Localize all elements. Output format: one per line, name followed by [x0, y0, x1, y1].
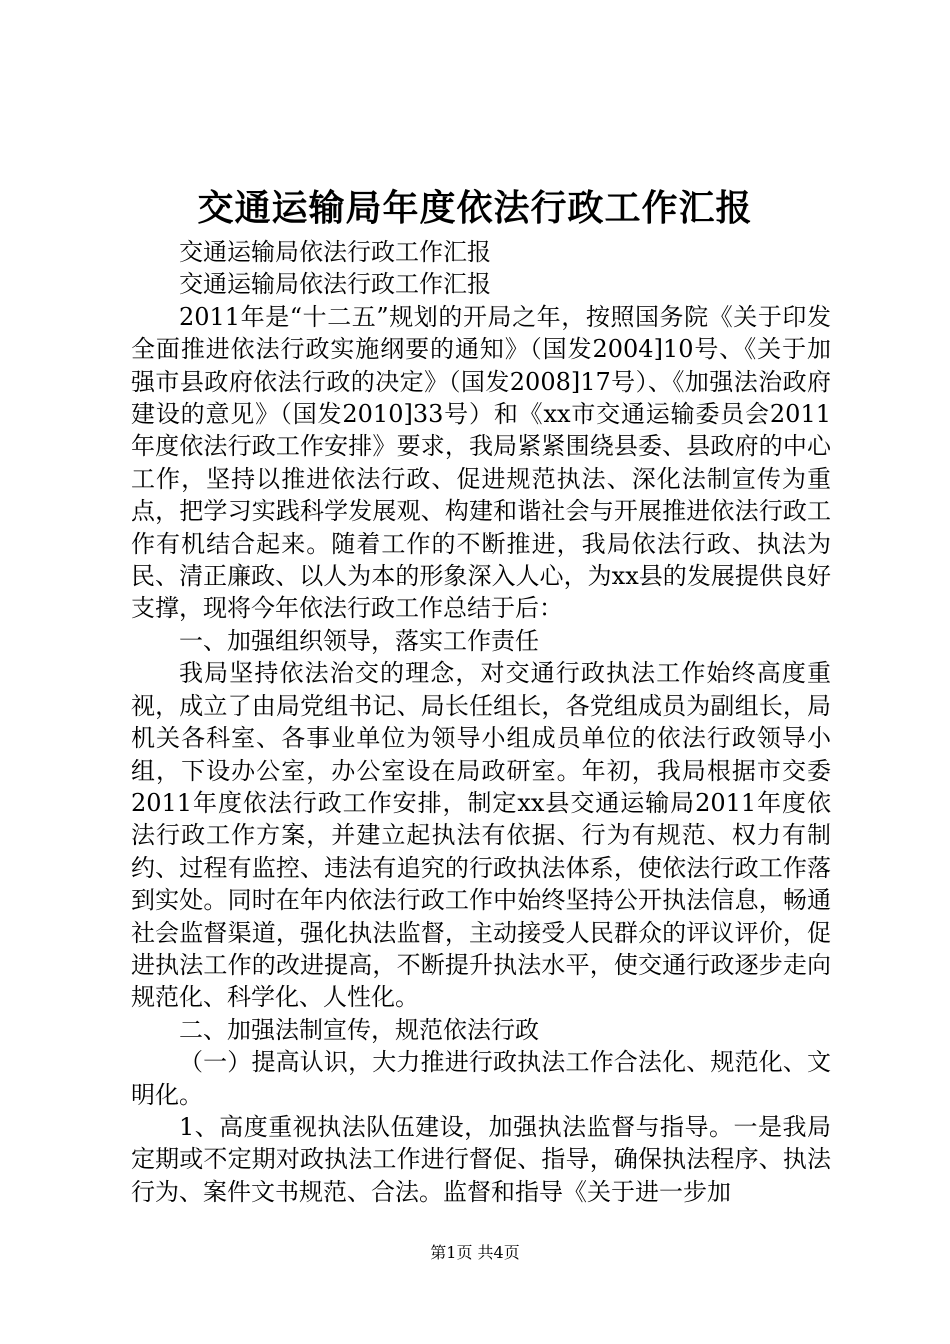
subtitle-paragraph: 交通运输局依法行政工作汇报 [179, 270, 491, 299]
intro-paragraph: 2011年是“十二五”规划的开局之年，按照国务院《关于印发全面推进依法行政实施纲要的通知》（国发2004]10号、《关于加强市县政府依法行政的决定》（国发2008]17号）、《加强法治政府建设的意见》（国发2010]33号）和《xx市交通运输委员会2011年度依法行政工作安排》要求，我局紧紧围绕县委、县政府的中心工作，坚持以推进依法行政、促进规范执法、深化法制宣传为重点，把学习实践科学发展观、构建和谐社会与开展推进依法行政工作有机结合起来。随着工作的不断推进，我局依法行政、执法为民、清正廉政、以人为本的形象深入人心，为xx县的发展提供良好支撑，现将今年依法行政工作总结于后： [131, 302, 831, 623]
body-paragraph: 1、高度重视执法队伍建设，加强执法监督与指导。一是我局定期或不定期对政执法工作进行督促、指导，确保执法程序、执法行为、案件文书规范、合法。监督和指导《关于进一步加 [131, 1112, 831, 1206]
document-body [131, 236, 831, 1208]
section-heading: 二、加强法制宣传，规范依法行政 [179, 1015, 539, 1044]
document-title: 交通运输局年度依法行政工作汇报 [197, 187, 753, 229]
subsection-heading: （一）提高认识，大力推进行政执法工作合法化、规范化、文明化。 [131, 1048, 831, 1109]
page-footer: 第1页 共4页 [430, 1243, 520, 1262]
subtitle-paragraph: 交通运输局依法行政工作汇报 [179, 238, 491, 266]
body-paragraph: 我局坚持依法治交的理念，对交通行政执法工作始终高度重视，成立了由局党组书记、局长任组长，各党组成员为副组长，局机关各科室、各事业单位为领导小组成员单位的依法行政领导小组，下设办公室，办公室设在局政研室。年初，我局根据市交委2011年度依法行政工作安排，制定xx县交通运输局2011年度依法行政工作方案，并建立起执法有依据、行为有规范、权力有制约、过程有监控、违法有追究的行政执法体系，使依法行政工作落到实处。同时在年内依法行政工作中始终坚持公开执法信息，畅通社会监督渠道，强化执法监督，主动接受人民群众的评议评价，促进执法工作的改进提高，不断提升执法水平，使交通行政逐步走向规范化、科学化、人性化。 [131, 659, 831, 1012]
section-heading: 一、加强组织领导，落实工作责任 [179, 626, 539, 655]
